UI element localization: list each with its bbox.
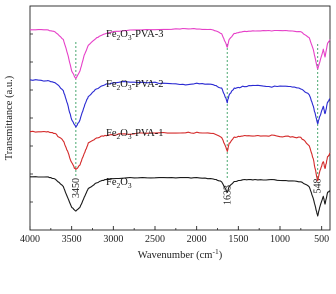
series-label-part: Fe: [106, 177, 117, 188]
series-label-part: Fe: [106, 128, 117, 139]
series-label-part: -PVA-3: [131, 29, 164, 40]
x-tick-label: 500: [314, 234, 330, 245]
series-label-part: 2: [116, 181, 121, 190]
x-tick-label: 4000: [20, 234, 40, 245]
series-label-part: O: [120, 79, 128, 90]
x-tick-label: 1000: [270, 234, 290, 245]
series-label-part: Fe: [106, 29, 117, 40]
x-axis-title: Wavenumber $(cm^{-1})$: [137, 247, 223, 261]
series-label: [106, 29, 164, 42]
x-tick-label: 2000: [186, 234, 207, 245]
peak-label: 3450: [70, 178, 82, 198]
x-axis-title-superscript: -1: [212, 247, 219, 256]
series-line: [30, 29, 330, 79]
x-tick-label: 3500: [61, 234, 82, 245]
series-label-part: 2: [116, 83, 121, 92]
x-tick-label: 1500: [228, 234, 249, 245]
x-tick-label: 3000: [103, 234, 124, 245]
series-label: [106, 79, 164, 92]
series-label-part: O: [120, 177, 128, 188]
series-label-part: 3: [127, 132, 132, 141]
peak-label: 1633: [222, 185, 234, 205]
y-axis-title: Transmittance (a.u.): [4, 75, 15, 161]
series-label-part: 2: [116, 33, 121, 42]
series-line: [30, 80, 330, 127]
series-label-part: 2: [116, 132, 121, 141]
series-label-part: O: [120, 29, 128, 40]
x-axis-ticks: [20, 226, 329, 245]
series-labels: [106, 29, 164, 190]
series-line: [30, 131, 330, 180]
series-label-part: 3: [127, 33, 132, 42]
series-label-part: O: [120, 128, 128, 139]
x-tick-label: 2500: [145, 234, 165, 245]
series-label-part: Fe: [106, 79, 117, 90]
series-label-part: 3: [127, 83, 132, 92]
x-axis-title-end: ): [218, 250, 223, 261]
series-label-part: -PVA-2: [131, 79, 164, 90]
series-label: [106, 128, 164, 141]
series-label-part: -PVA-1: [131, 128, 164, 139]
series-label-part: 3: [127, 181, 132, 190]
peak-label: 548: [312, 178, 324, 194]
